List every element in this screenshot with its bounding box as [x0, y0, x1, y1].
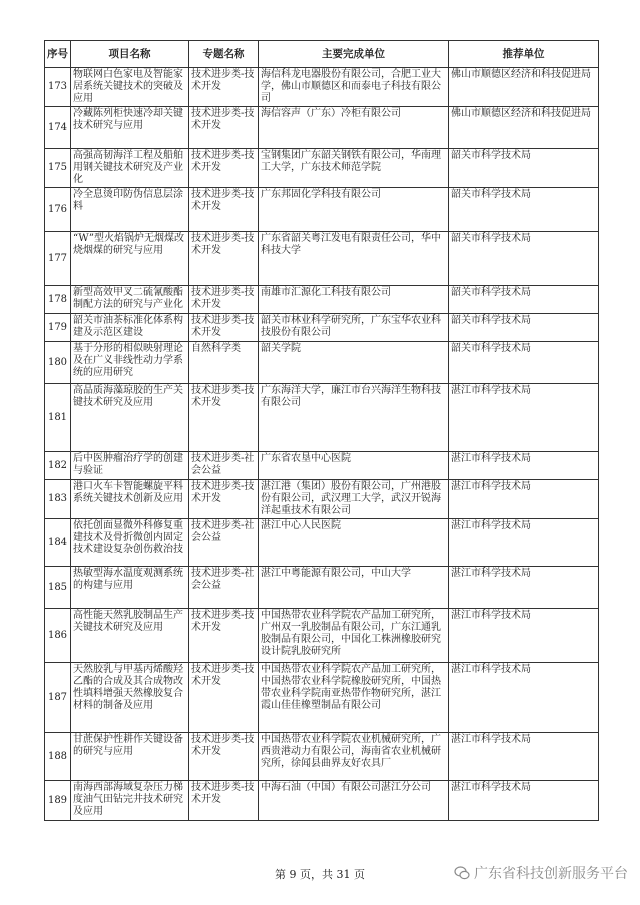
- cell-no: 175: [45, 149, 71, 188]
- cell-recommender: 湛江市科学技术局: [449, 567, 599, 609]
- cell-project: 热敏型海水温度观测系统的构建与应用: [71, 567, 189, 609]
- project-table: [44, 40, 599, 821]
- cell-project: 高强高韧海洋工程及船舶用钢关键技术研究及产业化: [71, 149, 189, 188]
- cell-recommender: 韶关市科学技术局: [449, 188, 599, 232]
- table-row: [45, 107, 599, 149]
- cell-category: 技术进步类-技术开发: [189, 188, 259, 232]
- cell-recommender: 韶关市科学技术局: [449, 232, 599, 286]
- cell-units: 南雄市汇源化工科技有限公司: [259, 286, 449, 314]
- cell-units: 广东省韶关粤江发电有限责任公司，华中科技大学: [259, 232, 449, 286]
- table-row: [45, 314, 599, 342]
- cell-category: 技术进步类-社会公益: [189, 452, 259, 480]
- cell-units: 广东邦固化学科技有限公司: [259, 188, 449, 232]
- cell-category: 技术进步类-技术开发: [189, 149, 259, 188]
- cell-project: 甘蔗保护性耕作关键设备的研究与应用: [71, 733, 189, 781]
- cell-no: 177: [45, 232, 71, 286]
- watermark: [454, 863, 628, 883]
- cell-recommender: 佛山市顺德区经济和科技促进局: [449, 68, 599, 107]
- cell-no: 185: [45, 567, 71, 609]
- cell-no: 174: [45, 107, 71, 149]
- header-no: 序号: [45, 41, 71, 68]
- table-row: [45, 232, 599, 286]
- header-category: 专题名称: [189, 41, 259, 68]
- cell-project: 依托创面显微外科修复重建技术及骨折微创内固定技术建设复杂创伤救治技: [71, 519, 189, 567]
- cell-category: 自然科学类: [189, 342, 259, 384]
- table-row: [45, 480, 599, 519]
- cell-no: 182: [45, 452, 71, 480]
- wechat-icon: [454, 865, 470, 881]
- cell-units: 中国热带农业科学院农产品加工研究所，中国热带农业科学院橡胶研究所，中国热带农业科学院南亚热带作物研究所，湛江霞山佳佳橡塑制品有限公司: [259, 663, 449, 733]
- cell-project: “W”型火焰锅炉无烟煤改烧烟煤的研究与应用: [71, 232, 189, 286]
- table-row: [45, 452, 599, 480]
- cell-recommender: 韶关市科学技术局: [449, 286, 599, 314]
- cell-recommender: 湛江市科学技术局: [449, 733, 599, 781]
- cell-no: 179: [45, 314, 71, 342]
- cell-recommender: 湛江市科学技术局: [449, 519, 599, 567]
- cell-no: 180: [45, 342, 71, 384]
- table-header-row: [45, 41, 599, 68]
- cell-recommender: 湛江市科学技术局: [449, 781, 599, 821]
- cell-project: 冷藏陈列柜快速冷却关键技术研究与应用: [71, 107, 189, 149]
- cell-no: 184: [45, 519, 71, 567]
- cell-project: 天然胶乳与甲基丙烯酸羟乙酯的合成及其合成物改性填料增强天然橡胶复合材料的制备及应用: [71, 663, 189, 733]
- table-row: [45, 519, 599, 567]
- cell-project: 高性能天然乳胶制品生产关键技术研究及应用: [71, 609, 189, 663]
- cell-units: 中国热带农业科学院农业机械研究所，广西贵港动力有限公司，海南省农业机械研究所，徐闻县曲界友好农具厂: [259, 733, 449, 781]
- cell-project: 基于分形的相似映射理论及在广义非线性动力学系统的应用研究: [71, 342, 189, 384]
- header-recommender: 推荐单位: [449, 41, 599, 68]
- cell-category: 技术进步类-技术开发: [189, 384, 259, 452]
- table-row: [45, 286, 599, 314]
- cell-project: 港口火车卡智能螺旋平料系统关键技术创新及应用: [71, 480, 189, 519]
- cell-category: 技术进步类-社会公益: [189, 567, 259, 609]
- cell-recommender: 湛江市科学技术局: [449, 384, 599, 452]
- cell-category: 技术进步类-技术开发: [189, 480, 259, 519]
- table-row: [45, 149, 599, 188]
- cell-recommender: 湛江市科学技术局: [449, 663, 599, 733]
- header-project: 项目名称: [71, 41, 189, 68]
- table-row: [45, 663, 599, 733]
- cell-units: 广东海洋大学，廉江市台兴海洋生物科技有限公司: [259, 384, 449, 452]
- table-row: [45, 781, 599, 821]
- cell-category: 技术进步类-技术开发: [189, 314, 259, 342]
- cell-no: 188: [45, 733, 71, 781]
- page-footer: 第 9 页，共 31 页: [275, 868, 365, 881]
- cell-recommender: 韶关市科学技术局: [449, 342, 599, 384]
- cell-units: 韶关市林业科学研究所，广东宝华农业科技股份有限公司: [259, 314, 449, 342]
- cell-recommender: 湛江市科学技术局: [449, 609, 599, 663]
- cell-units: 湛江中粤能源有限公司，中山大学: [259, 567, 449, 609]
- table-row: [45, 384, 599, 452]
- cell-units: 中国热带农业科学院农产品加工研究所，广州双一乳胶制品有限公司，广东江通乳胶制品有限公司，中国化工株洲橡胶研究设计院乳胶研究所: [259, 609, 449, 663]
- cell-units: 湛江港（集团）股份有限公司，广州港股份有限公司，武汉理工大学，武汉开锐海洋起重技术有限公司: [259, 480, 449, 519]
- cell-units: 海信容声（广东）冷柜有限公司: [259, 107, 449, 149]
- table-body: [45, 68, 599, 821]
- cell-project: 后中医肿瘤治疗学的创建与验证: [71, 452, 189, 480]
- cell-category: 技术进步类-技术开发: [189, 232, 259, 286]
- cell-category: 技术进步类-技术开发: [189, 68, 259, 107]
- cell-recommender: 湛江市科学技术局: [449, 452, 599, 480]
- cell-project: 物联网白色家电及智能家居系统关键技术的突破及应用: [71, 68, 189, 107]
- header-units: 主要完成单位: [259, 41, 449, 68]
- cell-units: 广东省农垦中心医院: [259, 452, 449, 480]
- cell-project: 南海西部海域复杂压力梯度油气田钻完井技术研究及应用: [71, 781, 189, 821]
- cell-no: 176: [45, 188, 71, 232]
- cell-category: 技术进步类-社会公益: [189, 519, 259, 567]
- watermark-text: 广东省科技创新服务平台: [474, 866, 628, 882]
- cell-units: 宝钢集团广东韶关钢铁有限公司，华南理工大学，广东技术师范学院: [259, 149, 449, 188]
- cell-no: 178: [45, 286, 71, 314]
- cell-no: 186: [45, 609, 71, 663]
- cell-recommender: 韶关市科学技术局: [449, 314, 599, 342]
- cell-category: 技术进步类-技术开发: [189, 781, 259, 821]
- cell-units: 中海石油（中国）有限公司湛江分公司: [259, 781, 449, 821]
- cell-no: 187: [45, 663, 71, 733]
- cell-project: 韶关市油茶标准化体系构建及示范区建设: [71, 314, 189, 342]
- cell-units: 韶关学院: [259, 342, 449, 384]
- cell-units: 海信科龙电器股份有限公司，合肥工业大学，佛山市顺德区和而泰电子科技有限公司: [259, 68, 449, 107]
- cell-category: 技术进步类-技术开发: [189, 107, 259, 149]
- cell-project: 高品质海藻琼胶的生产关键技术研究及应用: [71, 384, 189, 452]
- table-row: [45, 342, 599, 384]
- cell-no: 189: [45, 781, 71, 821]
- table-row: [45, 188, 599, 232]
- table-row: [45, 609, 599, 663]
- table-row: [45, 68, 599, 107]
- cell-recommender: 佛山市顺德区经济和科技促进局: [449, 107, 599, 149]
- cell-recommender: 湛江市科学技术局: [449, 480, 599, 519]
- cell-recommender: 韶关市科学技术局: [449, 149, 599, 188]
- cell-category: 技术进步类-技术开发: [189, 663, 259, 733]
- table-row: [45, 567, 599, 609]
- cell-project: 冷全息烫印防伪信息层涂料: [71, 188, 189, 232]
- cell-no: 173: [45, 68, 71, 107]
- cell-category: 技术进步类-技术开发: [189, 286, 259, 314]
- cell-units: 湛江中心人民医院: [259, 519, 449, 567]
- cell-no: 183: [45, 480, 71, 519]
- cell-category: 技术进步类-技术开发: [189, 609, 259, 663]
- cell-project: 新型高效甲叉二硫氰酸酯制配方法的研究与产业化: [71, 286, 189, 314]
- cell-no: 181: [45, 384, 71, 452]
- cell-category: 技术进步类-技术开发: [189, 733, 259, 781]
- table-row: [45, 733, 599, 781]
